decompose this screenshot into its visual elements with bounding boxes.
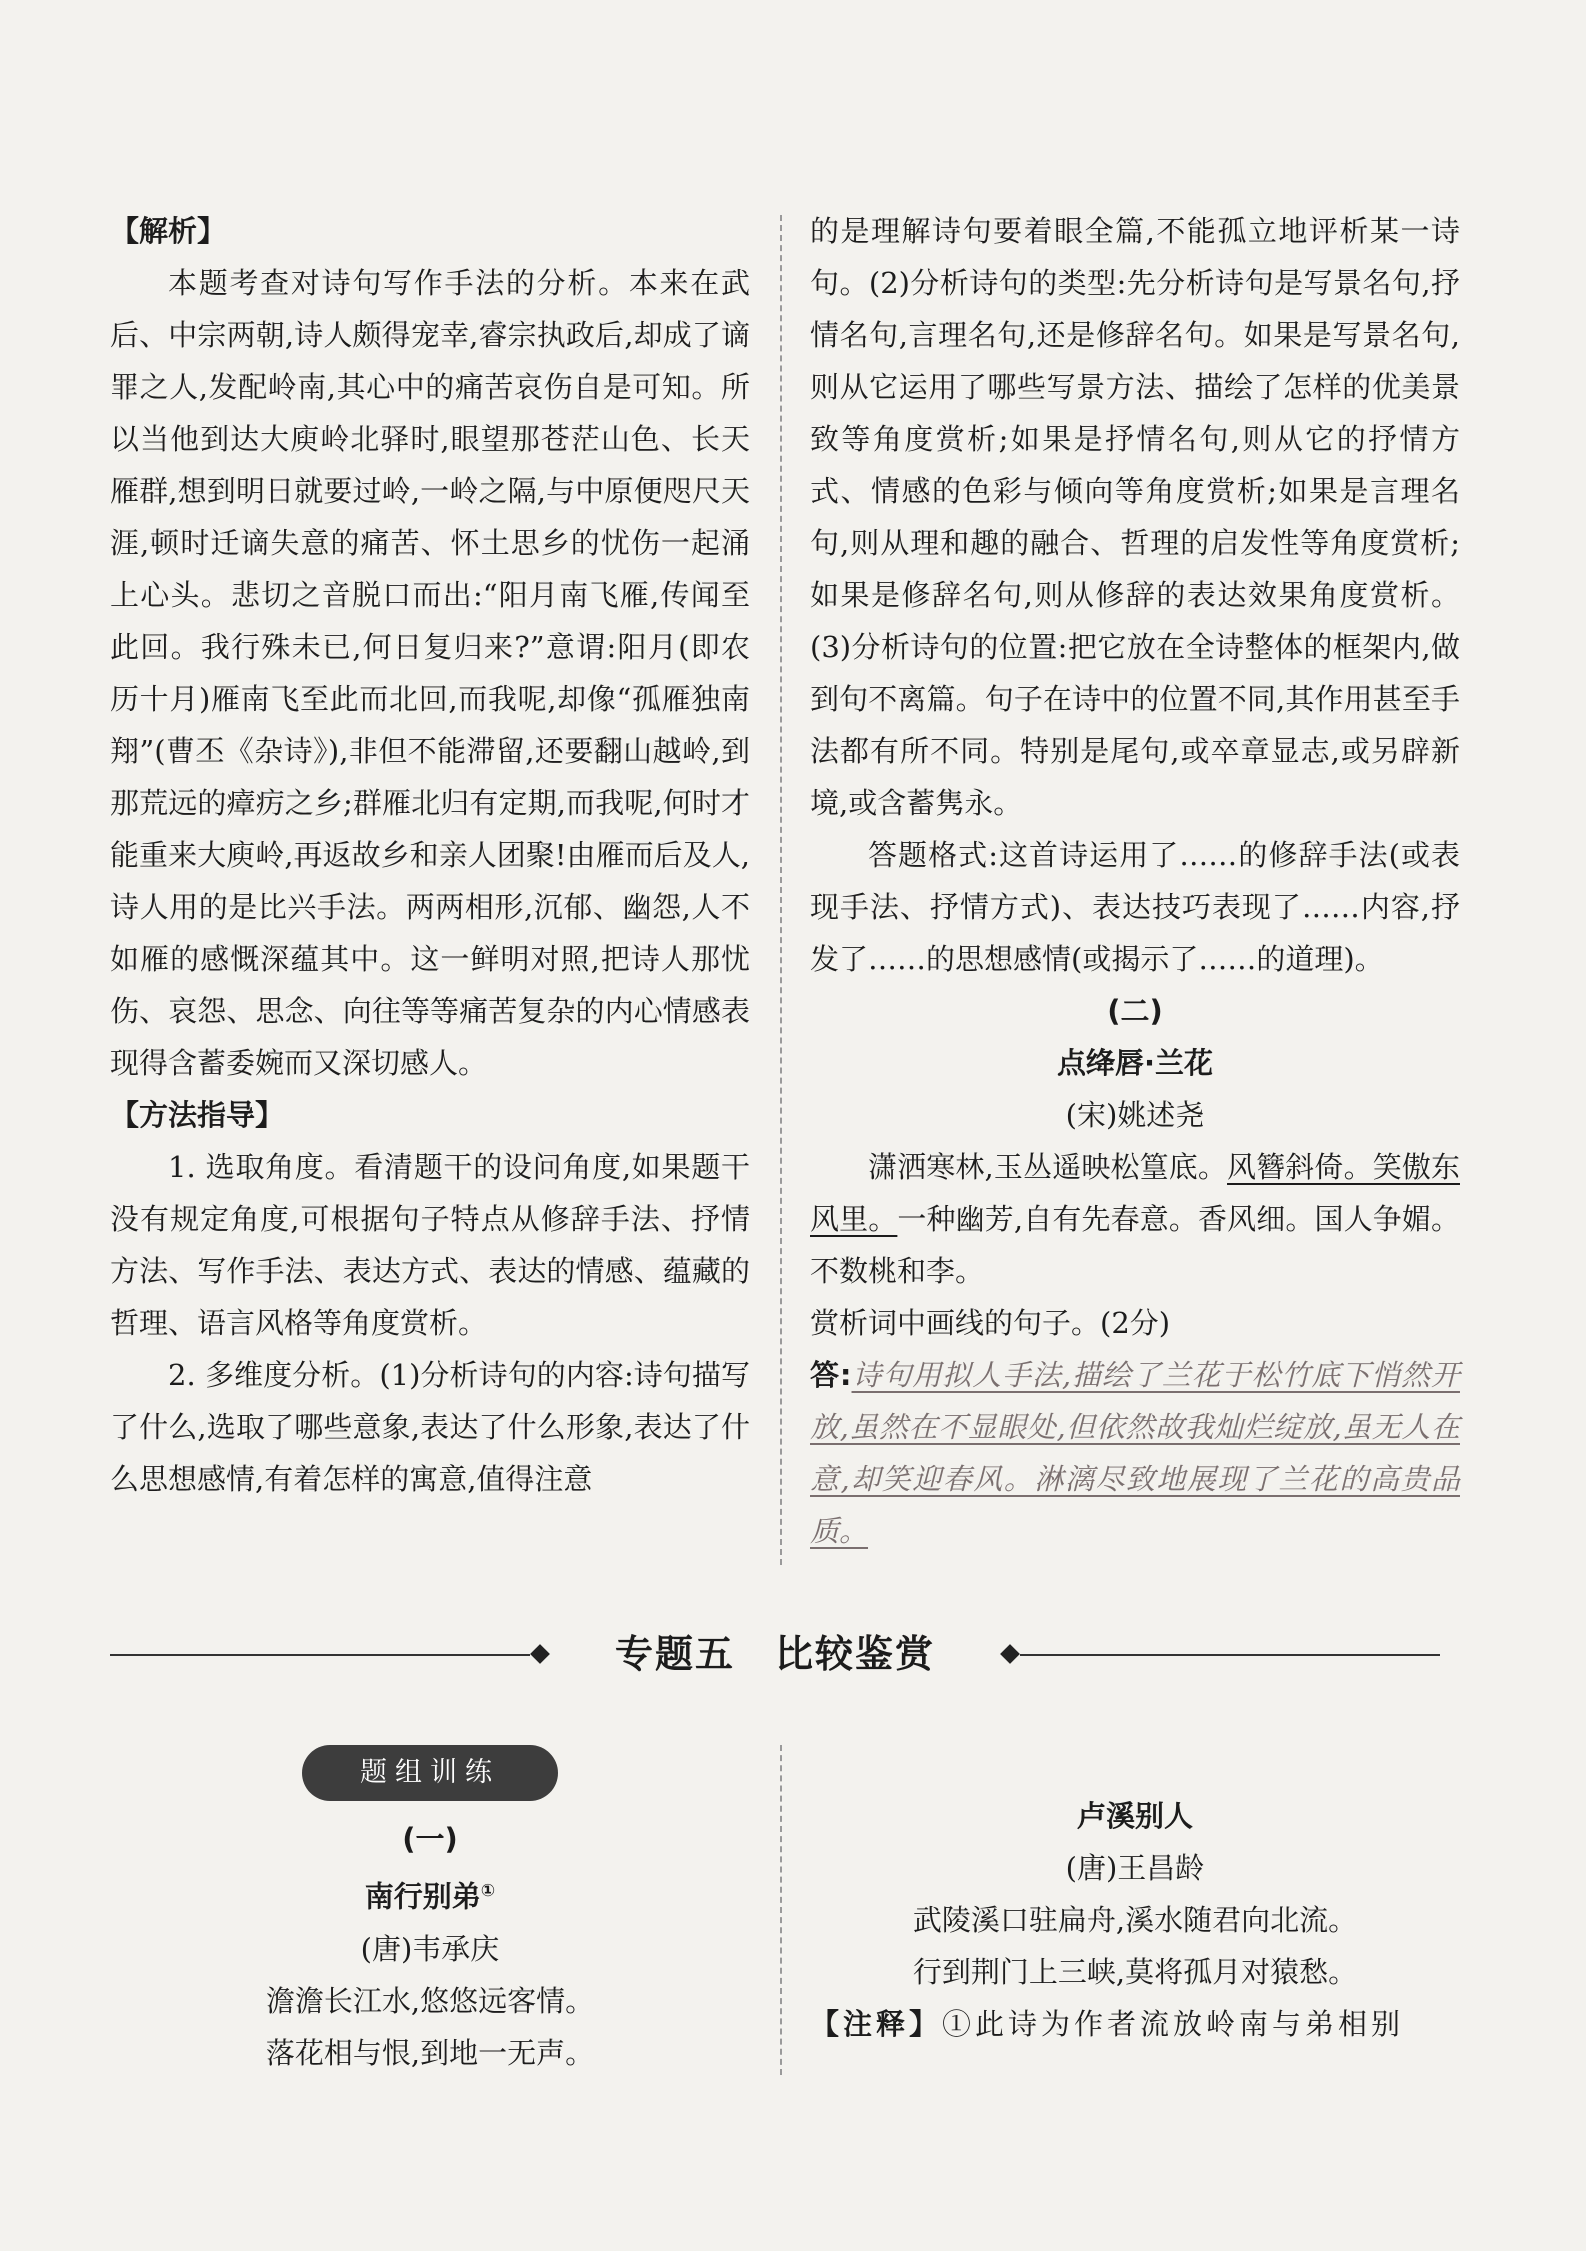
poem-author: (唐)韦承庆 [360,1931,500,1966]
poem-text-part1: 潇洒寒林,玉丛遥映松篁底。 [868,1150,1228,1184]
poem-author: (宋)姚述尧 [1065,1098,1205,1132]
answer-text: 诗句用拟人手法,描绘了兰花于松竹底下悄然开放,虽然在不显眼处,但依然故我灿烂绽放,虽无人在意,却笑迎春风。淋漓尽致地展现了兰花的高贵品质。 [810,1358,1460,1548]
poem-line: 行到荆门上三峡,莫将孤月对猿愁。 [912,1955,1358,1989]
answer [810,1349,1460,1557]
poem-title: 卢溪别人 [1076,1799,1193,1833]
poem-body [810,1141,1460,1297]
column-divider-bottom [780,1745,782,2075]
left-column [110,205,750,1505]
annotation-label: 【注释】 [810,2007,943,2041]
analysis-text: 本题考查对诗句写作手法的分析。本来在武后、中宗两朝,诗人颇得宠幸,睿宗执政后,却成了谪罪之人,发配岭南,其心中的痛苦哀伤自是可知。所以当他到达大庾岭北驿时,眼望那苍茫山色、长天雁群,想到明日就要过岭,一岭之隔,与中原便咫尺天涯,顿时迁谪失意的痛苦、怀土思乡的忧伤一起涌上心头。悲切之音脱口而出:“阳月南飞雁,传闻至此回。我行殊未已,何日复归来?”意谓:阳月(即农历十月)雁南飞至此而北回,而我呢,却像“孤雁独南翔”(曹丕《杂诗》),非但不能滞留,还要翻山越岭,到那荒远的瘴疠之乡;群雁北归有定期,而我呢,何时才能重来大庾岭,再返故乡和亲人团聚!由雁而后及人,诗人用的是比兴手法。两两相形,沉郁、幽怨,人不如雁的感慨深蕴其中。这一鲜明对照,把诗人那忧伤、哀怨、思念、向往等等痛苦复杂的内心情感表现得含蓄委婉而又深切感人。 [110,266,750,1080]
analysis-label: 【解析】 [110,214,227,248]
annotation-text: ①此诗为作者流放岭南与弟相别 [942,2007,1405,2041]
section-number: (二) [1107,994,1163,1028]
answer-format: 答题格式:这首诗运用了……的修辞手法(或表现手法、抒情方式)、表达技巧表现了……内容,抒发了……的思想感情(或揭示了……的道理)。 [810,838,1460,976]
poem-author: (唐)王昌龄 [1065,1851,1205,1885]
poem-line: 武陵溪口驻扁舟,溪水随君向北流。 [912,1903,1358,1937]
method-continuation: 的是理解诗句要着眼全篇,不能孤立地评析某一诗句。(2)分析诗句的类型:先分析诗句是写景名句,抒情名句,言理名句,还是修辞名句。如果是写景名句,则从它运用了哪些写景方法、描绘了怎样的优美景致等角度赏析;如果是抒情名句,则从它的抒情方式、情感的色彩与倾向等角度赏析;如果是言理名句,则从理和趣的融合、哲理的启发性等角度赏析;如果是修辞名句,则从修辞的表达效果角度赏析。(3)分析诗句的位置:把它放在全诗整体的框架内,做到句不离篇。句子在诗中的位置不同,其作用甚至手法都有所不同。特别是尾句,或卒章显志,或另辟新境,或含蓄隽永。 [810,214,1460,820]
poem-title: 点绛唇·兰花 [1056,1046,1214,1080]
section-number: (一) [402,1822,458,1856]
footnote-marker: ① [480,1881,496,1901]
method-point-1: 1. 选取角度。看清题干的设问角度,如果题干没有规定角度,可根据句子特点从修辞手法、抒情方法、写作手法、表达方式、表达的情感、蕴藏的哲理、语言风格等角度赏析。 [110,1150,750,1340]
answer-label: 答: [810,1358,852,1392]
poem-title [110,1865,750,1923]
diamond-icon [1000,1644,1020,1664]
poem-text-part2: 一种幽芳,自有先春意。香风细。国人争媚。不数桃和李。 [810,1202,1460,1288]
annotation [810,1998,1460,2050]
poem-line: 澹澹长江水,悠悠远客情。 [265,1983,595,2018]
exercise-badge: 题组训练 [302,1745,558,1801]
question: 赏析词中画线的句子。(2分) [810,1306,1171,1340]
bottom-right-column [810,1790,1460,2050]
right-column [810,205,1460,1557]
diamond-icon [530,1644,550,1664]
header-rule-right [1020,1654,1440,1656]
column-divider [780,215,782,1565]
poem-underlined-lines: 风簪斜倚。笑傲东风里。 [810,1150,1460,1236]
method-point-2: 2. 多维度分析。(1)分析诗句的内容:诗句描写了什么,选取了哪些意象,表达了什么形象,表达了什么思想感情,有着怎样的寓意,值得注意 [110,1358,750,1496]
method-label: 【方法指导】 [110,1098,285,1132]
poem-line: 落花相与恨,到地一无声。 [265,2035,595,2070]
poem-title-text: 南行别弟 [364,1879,481,1914]
bottom-left-column [110,1745,750,2079]
header-rule-left [110,1654,530,1656]
section-title: 专题五 比较鉴赏 [614,1632,935,1676]
section-header [110,1620,1440,1690]
